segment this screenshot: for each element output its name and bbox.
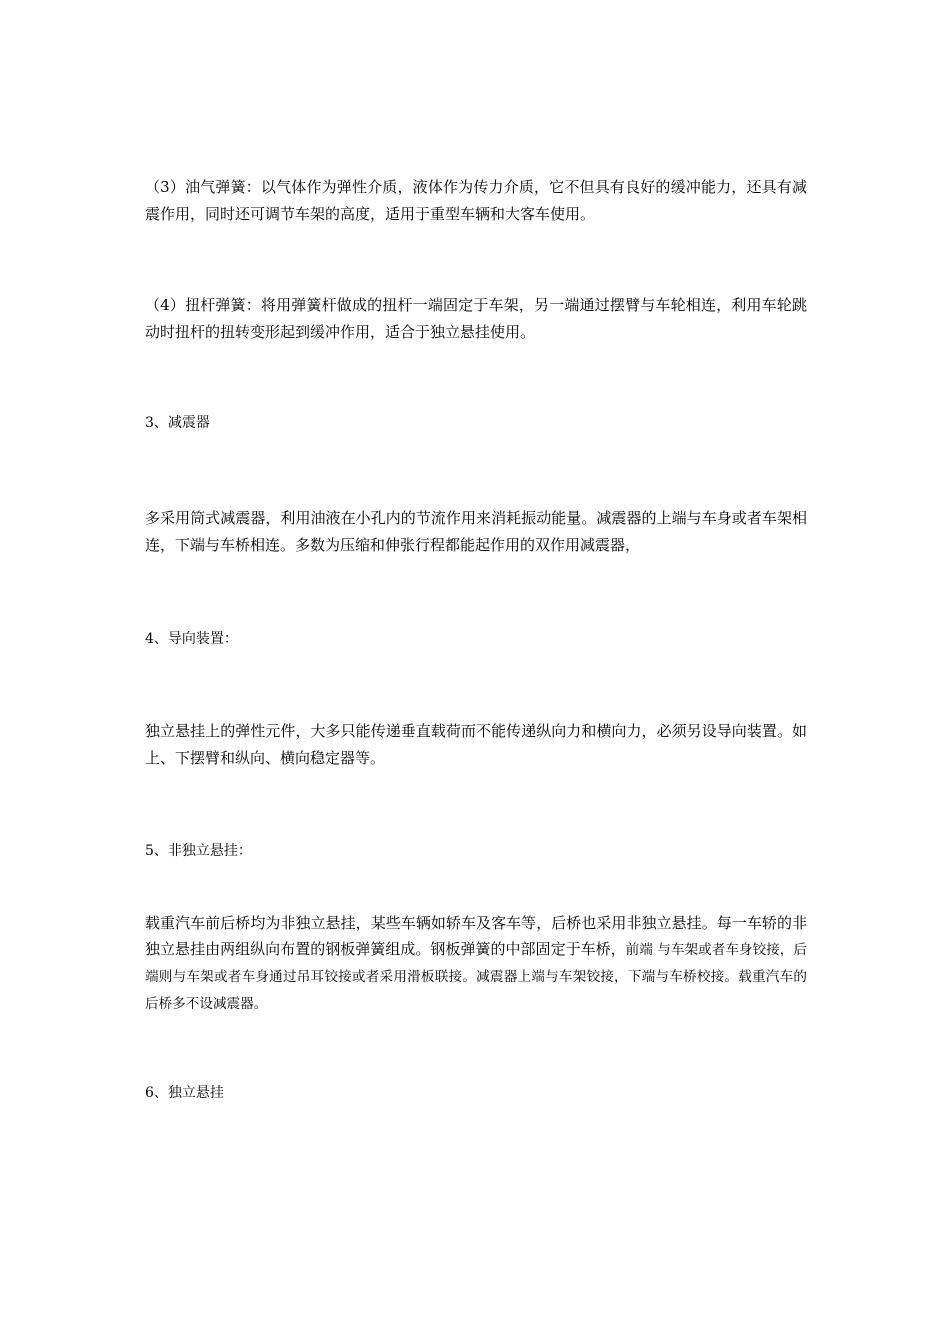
paragraph-dependent-suspension — [145, 910, 807, 1017]
heading-dependent-suspension: 5、非独立悬挂： — [145, 843, 252, 859]
paragraph-guide-device: 独立悬挂上的弹性元件，大多只能传递垂直载荷而不能传递纵向力和横向力，必须另设导向装置。如上、下摆臂和纵向、横向稳定器等。 — [145, 722, 807, 767]
heading-guide-device: 4、导向装置： — [145, 631, 238, 647]
paragraph-shock-absorber: 多采用筒式减震器，利用油液在小孔内的节流作用来消耗振动能量。减震器的上端与车身或者车架相连，下端与车桥相连。多数为压缩和伸张行程都能起作用的双作用减震器， — [145, 509, 807, 554]
paragraph-dependent-suspension-part-a: 载重汽车前后桥均为非独立悬挂，某些车辆如轿车及客车等，后桥也采用非独立悬挂。每一车轿的非独立悬挂由两组纵向布置的钢板弹簧组成。钢板弹簧的中部固定于车桥， — [145, 914, 807, 958]
heading-independent-suspension: 6、独立悬挂 — [145, 1085, 224, 1101]
paragraph-dependent-suspension-part-b: 前端 与车架或者车身铰接，后端则与车架或者车身通过吊耳铰接或者采用滑板联接。减震器上端与车架铰接，下端与车桥校接。载重汽车的后桥多不设减震器。 — [145, 942, 807, 1012]
paragraph-torsion-spring: （4）扭杆弹簧：将用弹簧杆做成的扭杆一端固定于车架，另一端通过摆臂与车轮相连，利用车轮跳动时扭杆的扭转变形起到缓冲作用，适合于独立悬挂使用。 — [145, 296, 807, 341]
heading-shock-absorber: 3、减震器 — [145, 415, 210, 431]
paragraph-oil-gas-spring: （3）油气弹簧：以气体作为弹性介质，液体作为传力介质，它不但具有良好的缓冲能力，还具有减震作用，同时还可调节车架的高度，适用于重型车辆和大客车使用。 — [145, 178, 807, 223]
